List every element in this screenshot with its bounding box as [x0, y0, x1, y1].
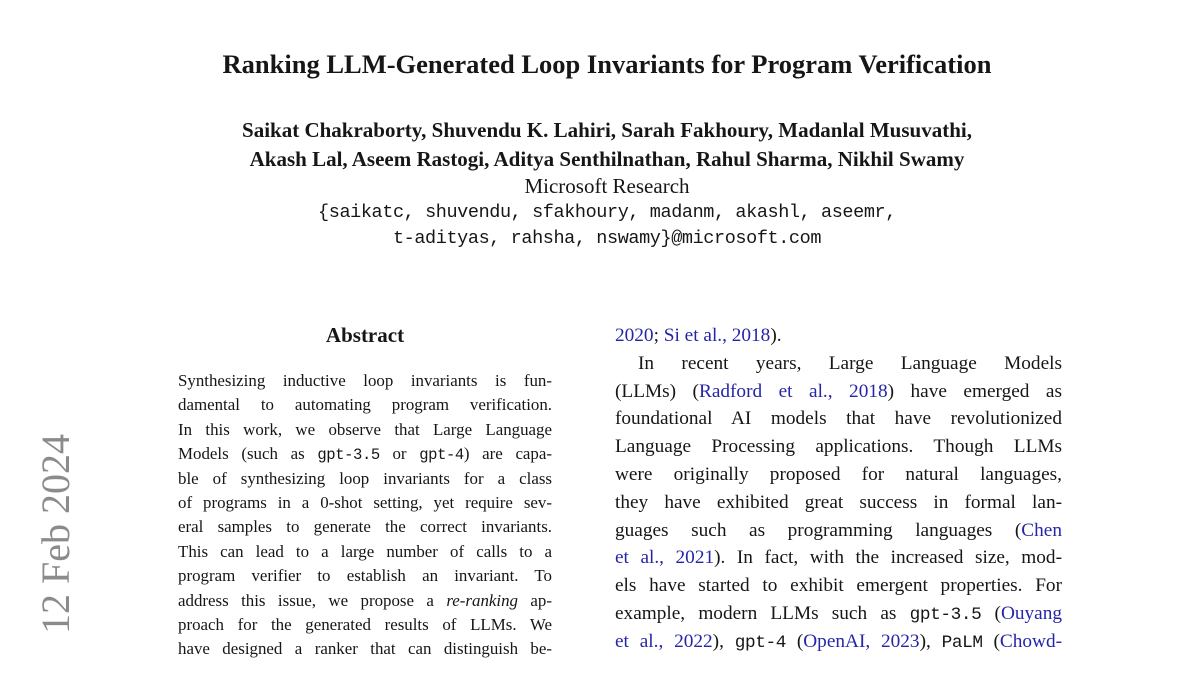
introduction-column: [615, 322, 1062, 656]
text-segment: ),: [919, 630, 942, 652]
body-line: [615, 600, 1062, 628]
text-segment: ).: [770, 325, 782, 346]
text-segment: (: [981, 602, 1001, 624]
abstract-line: [178, 613, 552, 637]
citation-link[interactable]: OpenAI, 2023: [803, 630, 920, 652]
abstract-heading: Abstract: [325, 323, 405, 347]
text-segment: els have started to exhibit emergent properties. For: [615, 575, 1062, 597]
citation-link[interactable]: Ouyang: [1000, 602, 1062, 624]
code-inline: gpt-3.5: [909, 604, 982, 625]
abstract-line: [178, 540, 552, 564]
paper-title: Ranking LLM-Generated Loop Invariants for Program Verification: [222, 49, 992, 79]
emphasis-text: re-ranking: [446, 590, 518, 610]
text-segment: were originally proposed for natural languages,: [615, 463, 1062, 485]
body-line: [615, 461, 1062, 489]
text-segment: (LLMs) (: [615, 380, 699, 402]
body-line: [615, 322, 1062, 350]
email-line-1: {saikatc, shuvendu, sfakhoury, madanm, akashl, aseemr,: [318, 202, 896, 223]
text-segment: Models (such as: [178, 444, 318, 464]
author-list: [168, 116, 1046, 173]
text-segment: have designed a ranker that can distinguish be-: [178, 639, 552, 659]
text-segment: This can lead to a large number of calls to a: [178, 541, 552, 561]
abstract-line: [178, 393, 552, 417]
affiliation: Microsoft Research: [524, 174, 690, 198]
abstract-line: [178, 515, 552, 539]
text-segment: example, modern LLMs such as: [615, 602, 910, 624]
text-segment: ;: [653, 325, 664, 346]
code-inline: gpt-4: [419, 446, 464, 465]
body-line: [615, 378, 1062, 406]
body-line: [615, 489, 1062, 517]
text-segment: In this work, we observe that Large Language: [178, 419, 552, 439]
citation-link[interactable]: Chowd-: [999, 630, 1063, 652]
text-segment: or: [379, 444, 420, 464]
text-segment: ap-: [517, 590, 552, 610]
text-segment: program verifier to establish an invariant. To: [178, 566, 552, 586]
body-line: [615, 433, 1062, 461]
citation-link[interactable]: et al., 2022: [615, 630, 713, 652]
abstract-section: [178, 322, 552, 662]
author-line-2: Akash Lal, Aseem Rastogi, Aditya Senthilnathan, Rahul Sharma, Nikhil Swamy: [249, 146, 965, 171]
citation-link[interactable]: Chen: [1021, 519, 1062, 541]
abstract-line: [178, 442, 552, 466]
body-line: [615, 544, 1062, 572]
introduction-body: [615, 322, 1062, 656]
abstract-line: [178, 369, 552, 393]
citation-link[interactable]: et al., 2021: [615, 547, 715, 569]
text-segment: ) are capa-: [463, 444, 552, 464]
code-inline: PaLM: [941, 632, 983, 653]
code-inline: gpt-3.5: [317, 446, 380, 465]
body-line: [615, 405, 1062, 433]
email-line-2: t-adityas, rahsha, nswamy}@microsoft.com: [392, 228, 822, 249]
text-segment: ),: [712, 630, 735, 652]
text-segment: proach for the generated results of LLMs. We: [178, 614, 552, 634]
abstract-line: [178, 637, 552, 661]
paper-header: [168, 48, 1046, 252]
abstract-line: [178, 418, 552, 442]
arxiv-date-watermark: 12 Feb 2024: [33, 434, 78, 634]
body-line: [615, 517, 1062, 545]
citation-link[interactable]: Si et al., 2018: [663, 325, 771, 346]
abstract-line: [178, 589, 552, 613]
text-segment: guages such as programming languages (: [615, 519, 1022, 541]
body-line: [615, 628, 1062, 656]
text-segment: address this issue, we propose a: [178, 590, 447, 610]
text-segment: In recent years, Large Language Models: [638, 352, 1062, 374]
abstract-line: [178, 564, 552, 588]
text-segment: eral samples to generate the correct invariants.: [178, 517, 552, 537]
text-segment: foundational AI models that have revolutionized: [615, 408, 1062, 430]
text-segment: of programs in a 0-shot setting, yet require sev-: [178, 492, 552, 512]
citation-link[interactable]: Radford et al., 2018: [698, 380, 888, 402]
text-segment: (: [982, 630, 1000, 652]
text-segment: ) have emerged as: [887, 380, 1062, 402]
email-block: [168, 200, 1046, 252]
code-inline: gpt-4: [734, 632, 786, 653]
text-segment: damental to automating program verification.: [178, 395, 552, 415]
body-line: [615, 350, 1062, 378]
body-line: [615, 572, 1062, 600]
text-segment: Language Processing applications. Though LLMs: [615, 436, 1062, 458]
abstract-line: [178, 467, 552, 491]
citation-link[interactable]: 2020: [615, 325, 654, 346]
text-segment: ble of synthesizing loop invariants for a class: [178, 468, 552, 488]
text-segment: ). In fact, with the increased size, mod-: [714, 547, 1062, 569]
abstract-line: [178, 491, 552, 515]
abstract-body: [178, 369, 552, 662]
text-segment: Synthesizing inductive loop invariants is fun-: [178, 371, 552, 390]
text-segment: (: [786, 630, 804, 652]
text-segment: they have exhibited great success in formal lan-: [615, 491, 1062, 513]
author-line-1: Saikat Chakraborty, Shuvendu K. Lahiri, Sarah Fakhoury, Madanlal Musuvathi,: [242, 118, 972, 142]
